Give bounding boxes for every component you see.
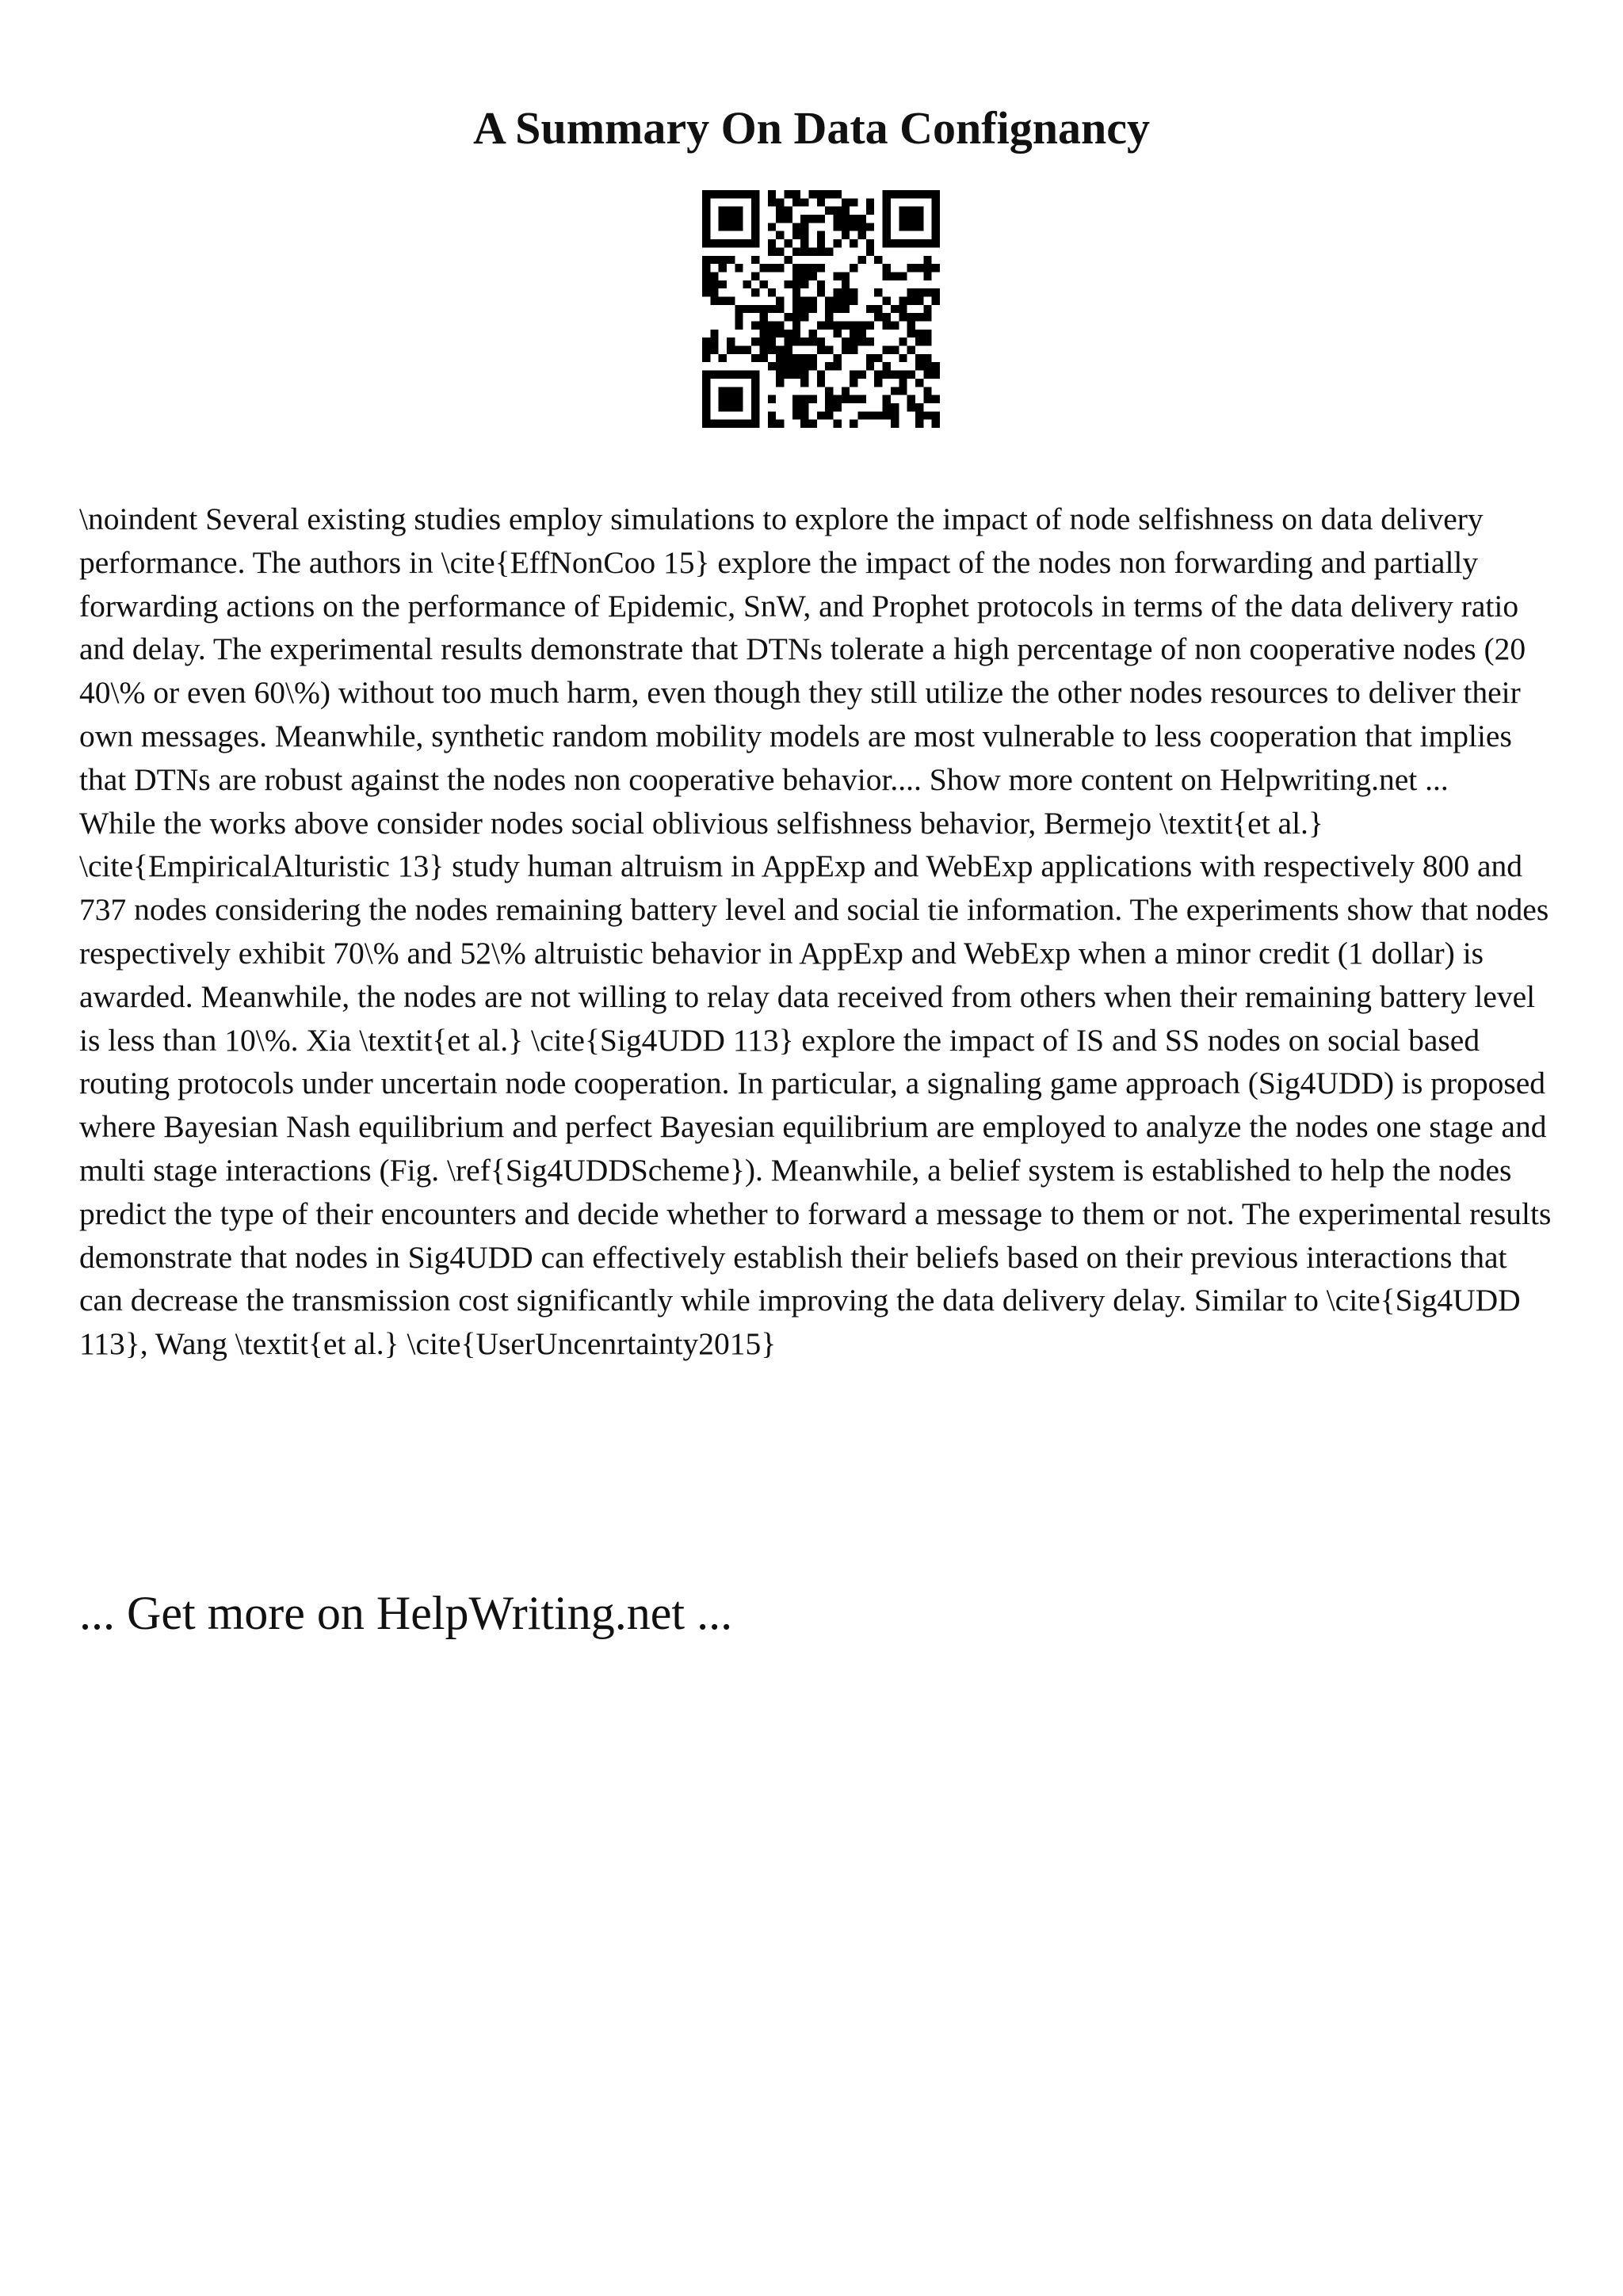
paragraph-1: \noindent Several existing studies employ simulations to explore the impact of node selfishness on data delivery performance. The authors in \cite{EffNonCoo 15} explore the impact of the nodes non forwarding and partially forwarding actions on the performance of Epidemic, SnW, and Prophet protocols in terms of the data delivery ratio and delay. The experimental results demonstrate that DTNs tolerate a high percentage of non cooperative nodes (20 40\% or even 60\%) without too much harm, even though they still utilize the other nodes resources to deliver their own messages. Meanwhile, synthetic random mobility models are most vulnerable to less cooperation that implies that DTNs are robust against the nodes non cooperative behavior.... Show more content on Helpwriting.net ...: [79, 502, 1526, 797]
paragraph-2: While the works above consider nodes social oblivious selfishness behavior, Bermejo \textit{et al.} \cite{EmpiricalAlturistic 13} study human altruism in AppExp and WebExp applications with respectively 800 and 737 nodes considering the nodes remaining battery level and social tie information. The experiments show that nodes respectively exhibit 70\% and 52\% altruistic behavior in AppExp and WebExp when a minor credit (1 dollar) is awarded. Meanwhile, the nodes are not willing to relay data received from others when their remaining battery level is less than 10\%. Xia \textit{et al.} \cite{Sig4UDD 113} explore the impact of IS and SS nodes on social based routing protocols under uncertain node cooperation. In particular, a signaling game approach (Sig4UDD) is proposed where Bayesian Nash equilibrium and perfect Bayesian equilibrium are employed to analyze the nodes one stage and multi stage interactions (Fig. \ref{Sig4UDDScheme}). Meanwhile, a belief system is established to help the nodes predict the type of their encounters and decide whether to forward a message to them or not. The experimental results demonstrate that nodes in Sig4UDD can effectively establish their beliefs based on their previous interactions that can decrease the transmission cost significantly while improving the data delivery delay. Similar to \cite{Sig4UDD 113}, Wang \textit{et al.} \cite{UserUncenrtainty2015}: [79, 805, 1552, 1362]
qr-code-graphic: [702, 190, 940, 428]
get-more-link[interactable]: ... Get more on HelpWriting.net ...: [79, 1587, 733, 1639]
article-body: [79, 498, 1553, 1366]
qr-code-icon[interactable]: [702, 190, 940, 428]
document-title: A Summary On Data Confignancy: [473, 102, 1150, 154]
